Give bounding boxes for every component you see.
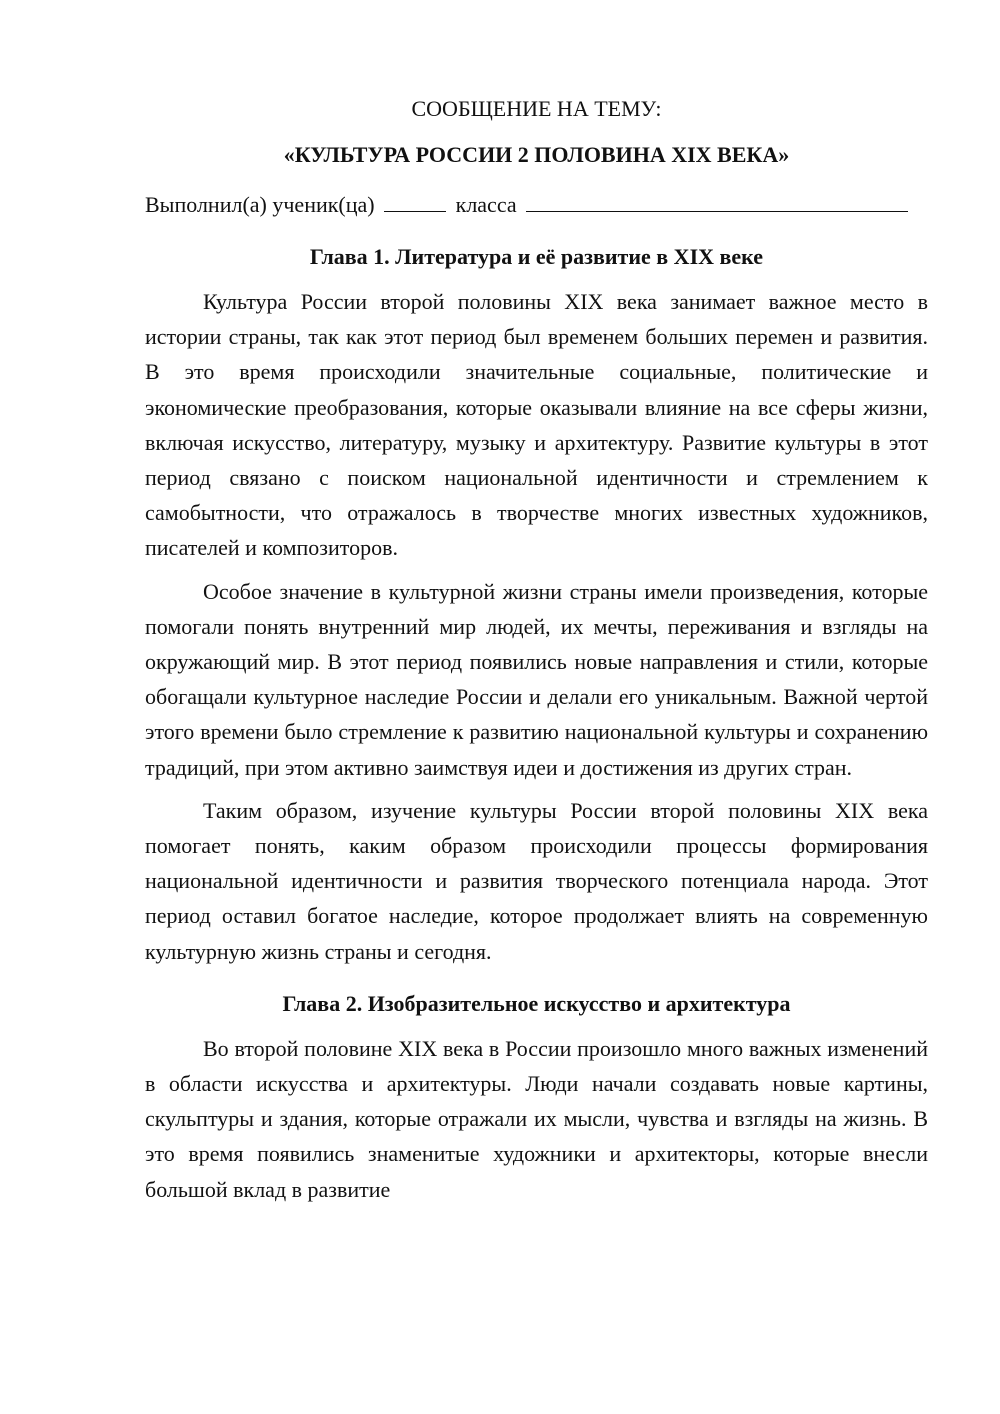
chapter-2-title: Глава 2. Изобразительное искусство и архитектура [282,990,791,1016]
author-line [145,188,928,222]
chapter-1-paragraph-1: Культура России второй половины XIX века занимает важное место в истории страны, так как этот период был временем больших перемен и развития. В это время происходили значительные социальные, политические и экономические преобразования, которые оказывали влияние на все сферы жизни, включая искусство, литературу, музыку и архитектуру. Развитие культуры в этот период связано с поиском национальной идентичности и стремлением к самобытности, что отражалось в творчестве многих известных художников, писателей и композиторов. [145,289,928,561]
author-prefix: Выполнил(а) ученик(ца) [145,192,375,217]
author-middle: класса [455,192,517,217]
chapter-1-paragraph-2: Особое значение в культурной жизни страны имели произведения, которые помогали понять внутренний мир людей, их мечты, переживания и взгляды на окружающий мир. В этот период появились новые направления и стили, которые обогащали культурное наследие России и делали его уникальным. Важной чертой этого времени было стремление к развитию национальной культуры и сохранению традиций, при этом активно заимствуя идеи и достижения из других стран. [145,578,928,780]
document-heading-line1: СООБЩЕНИЕ НА ТЕМУ: [411,96,662,121]
student-name-blank [526,189,908,212]
chapter-1-paragraph-3: Таким образом, изучение культуры России второй половины XIX века помогает понять, каким образом происходили процессы формирования национальной идентичности и развития творческого потенциала народа. Этот период оставил богатое наследие, которое продолжает влиять на современную культурную жизнь страны и сегодня. [145,797,928,964]
document-title: «КУЛЬТУРА РОССИИ 2 ПОЛОВИНА XIX ВЕКА» [283,142,790,167]
chapter-2-paragraph-1: Во второй половине XIX века в России произошло много важных изменений в области искусства и архитектуры. Люди начали создавать новые картины, скульптуры и здания, которые отражали их мысли, чувства и взгляды на жизнь. В это время появились знаменитые художники и архитекторы, которые внесли большой вклад в развитие [145,1035,928,1202]
chapter-1-title: Глава 1. Литература и её развитие в XIX веке [309,244,764,269]
document-page [145,92,928,1207]
class-number-blank [384,189,446,212]
